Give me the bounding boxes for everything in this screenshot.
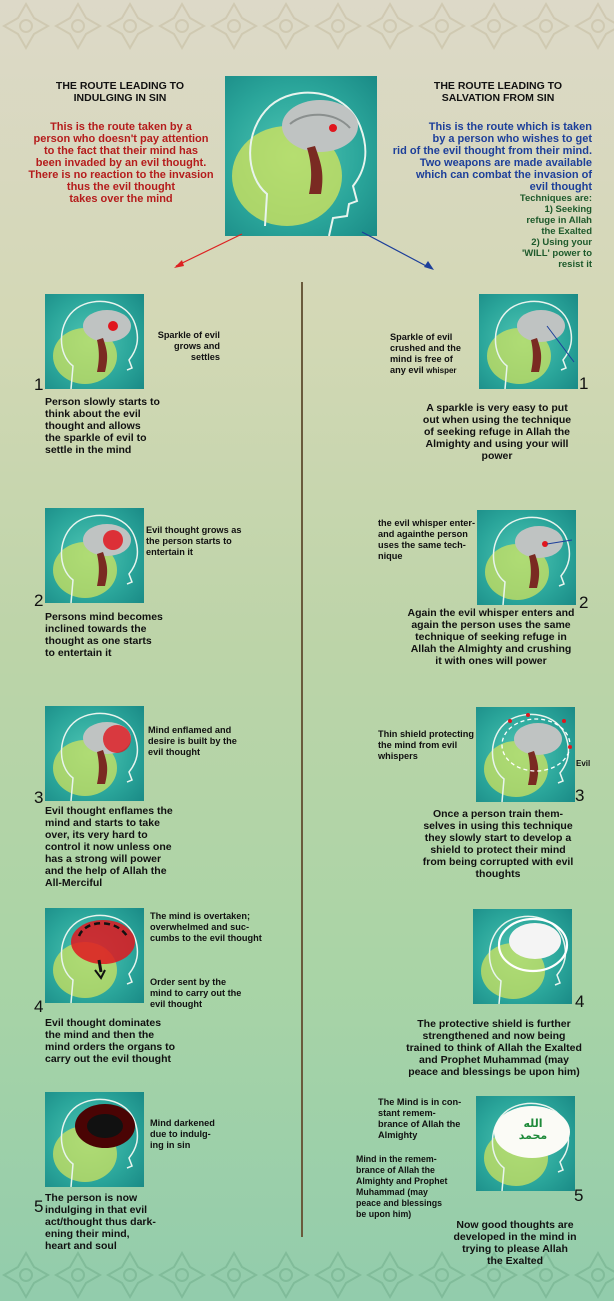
right-step-5-image <box>476 1096 575 1191</box>
right-step-1-callout-small: whisper <box>426 366 457 375</box>
right-route-description: This is the route which is taken by a person who wishes to get rid of the evil thought from their mind. Two weapons are made available which can combat the invasion of evil thought <box>392 121 592 193</box>
left-step-5-caption: The person is now indulging in that evil act/thought thus dark- ening their mind, heart and soul <box>45 1192 156 1252</box>
left-step-4-number: 4 <box>34 997 44 1016</box>
left-step-3-caption: Evil thought enflames the mind and starts to take over, its very hard to control it now unless one has a strong will power and the help of Allah the All-Merciful <box>45 805 173 889</box>
right-step-5-number: 5 <box>574 1186 584 1205</box>
left-step-4-callout-order: Order sent by the mind to carry out the evil thought <box>150 977 242 1009</box>
left-route-title: THE ROUTE LEADING TO INDULGING IN SIN <box>55 80 185 104</box>
right-step-4-number: 4 <box>575 992 585 1011</box>
left-step-5-callout: Mind darkened due to indulg- ing in sin <box>150 1118 215 1150</box>
left-step-1-caption: Person slowly starts to think about the evil thought and allows the sparkle of evil to settle in the mind <box>45 396 160 456</box>
right-step-3-evil-label: Evil <box>576 759 591 768</box>
left-step-1-callout: Sparkle of evil grows and settles <box>157 330 220 362</box>
right-step-4-image <box>473 909 572 1004</box>
left-step-1-number: 1 <box>34 375 44 394</box>
right-step-3-image <box>476 707 575 802</box>
left-step-2-caption: Persons mind becomes inclined towards the thought as one starts to entertain it <box>45 611 163 659</box>
left-step-4-image <box>45 908 144 1003</box>
left-step-5-number: 5 <box>34 1197 44 1216</box>
right-step-2-image <box>477 510 576 605</box>
right-route-arrow <box>360 230 438 272</box>
left-step-3-image <box>45 706 144 801</box>
right-step-1-callout-text: Sparkle of evil crushed and the mind is free of any evil <box>390 332 461 375</box>
right-step-5-callout: The Mind is in con- stant remem- brance of Allah the Almighty <box>378 1097 462 1140</box>
route-divider <box>301 282 303 1237</box>
left-step-2-number: 2 <box>34 591 44 610</box>
left-step-5-image <box>45 1092 144 1187</box>
right-step-3-caption: Once a person train them- selves in using this technique they slowly start to develop a shield to protect their mind from being corrupted with evil thoughts <box>422 808 574 880</box>
arabic-calligraphy: الله محمد <box>518 1117 548 1142</box>
right-step-1-callout <box>390 332 480 376</box>
left-step-4-caption: Evil thought dominates the mind and then the mind orders the organs to carry out the evil thought <box>45 1017 176 1065</box>
left-step-3-callout: Mind enflamed and desire is built by the evil thought <box>148 725 237 757</box>
top-ornament-band <box>0 0 614 52</box>
left-step-4-callout: The mind is overtaken; overwhelmed and suc- cumbs to the evil thought <box>150 911 262 943</box>
right-step-2-callout: the evil whisper enter- and againthe person uses the same tech- nique <box>378 518 476 561</box>
left-route-description: This is the route taken by a person who doesn't pay attention to the fact that their mind has been invaded by an evil thought. There is no reaction to the invasion thus the evil thought takes over the mind <box>28 121 214 205</box>
right-step-3-callout: Thin shield protecting the mind from evil whispers <box>378 729 474 761</box>
left-step-3-number: 3 <box>34 788 44 807</box>
right-step-2-caption: Again the evil whisper enters and again the person uses the same technique of seeking refuge in Allah the Almighty and crushing it with ones will power <box>407 607 575 667</box>
right-step-1-image <box>479 294 578 389</box>
right-route-title: THE ROUTE LEADING TO SALVATION FROM SIN <box>433 80 563 104</box>
right-step-4-caption: The protective shield is further strengthened and now being trained to think of Allah the Exalted and Prophet Muhammad (may peace and blessings be upon him) <box>406 1018 582 1078</box>
right-step-5-callout-remembrance: Mind in the remem- brance of Allah the Almighty and Prophet Muhammad (may peace and blessings be upon him) <box>356 1154 448 1219</box>
right-step-1-number: 1 <box>579 374 589 393</box>
left-route-arrow <box>170 232 245 272</box>
left-step-1-image <box>45 294 144 389</box>
central-head-illustration <box>225 76 377 236</box>
right-step-1-caption: A sparkle is very easy to put out when using the technique of seeking refuge in Allah the Almighty and using your will power <box>422 402 572 462</box>
right-step-3-number: 3 <box>575 786 585 805</box>
techniques-list: Techniques are: 1) Seeking refuge in Allah the Exalted 2) Using your 'WILL' power to resist it <box>519 193 592 270</box>
left-step-2-image <box>45 508 144 603</box>
right-step-5-caption: Now good thoughts are developed in the mind in trying to please Allah the Exalted <box>453 1219 577 1267</box>
left-step-2-callout: Evil thought grows as the person starts to entertain it <box>146 525 242 557</box>
right-step-2-number: 2 <box>579 593 589 612</box>
